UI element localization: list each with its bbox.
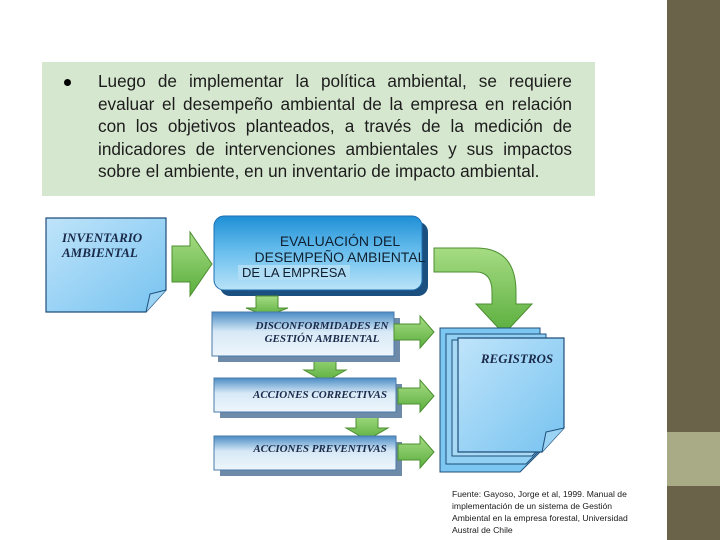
inventory-label-line1: INVENTARIO <box>62 230 143 245</box>
evaluation-label-line3: DE LA EMPRESA <box>238 265 350 280</box>
source-line1: Fuente: Gayoso, Jorge et al, 1999. Manual de <box>452 489 627 499</box>
process-diagram <box>42 212 654 480</box>
text-panel <box>42 62 595 196</box>
sidebar-dark-block <box>667 0 720 432</box>
source-citation <box>452 488 662 536</box>
source-line3: Ambiental en la empresa forestal, Universidad <box>452 513 628 523</box>
inventory-label-line2: AMBIENTAL <box>62 245 138 260</box>
preventive-box <box>214 436 402 476</box>
arrow-to-records <box>434 248 532 334</box>
slide-sidebar <box>667 0 720 540</box>
preventive-label: ACCIONES PREVENTIVAS <box>253 443 387 455</box>
nonconformity-label <box>222 320 422 346</box>
records-label: REGISTROS <box>480 351 554 366</box>
bullet-icon <box>64 79 71 86</box>
nonconformity-label-line2: GESTIÓN AMBIENTAL <box>264 333 380 345</box>
evaluation-label-line1: EVALUACIÓN DEL <box>279 233 401 249</box>
nonconformity-label-line1: DISCONFORMIDADES EN <box>255 320 389 332</box>
sidebar-dark-block-bottom <box>667 486 720 540</box>
source-line4: Austral de Chile <box>452 525 513 535</box>
bullet-text: Luego de implementar la política ambiental, se requiere evaluar el desempeño ambiental de la empresa en relación con los objetivos planteados, a través de la medición de indicadores de intervenciones ambientales y sus impactos sobre el ambiente, en un inventario de impacto ambiental. <box>98 71 572 181</box>
arrow-to-evaluation <box>172 232 212 296</box>
source-line2: implementación de un sistema de Gestión <box>452 501 613 511</box>
sidebar-light-block <box>667 432 720 486</box>
corrective-label: ACCIONES CORRECTIVAS <box>253 389 387 401</box>
inventory-label <box>62 230 172 260</box>
evaluation-label <box>240 233 440 265</box>
evaluation-label-line2: DESEMPEÑO AMBIENTAL <box>254 249 426 265</box>
records-documents <box>440 328 564 472</box>
